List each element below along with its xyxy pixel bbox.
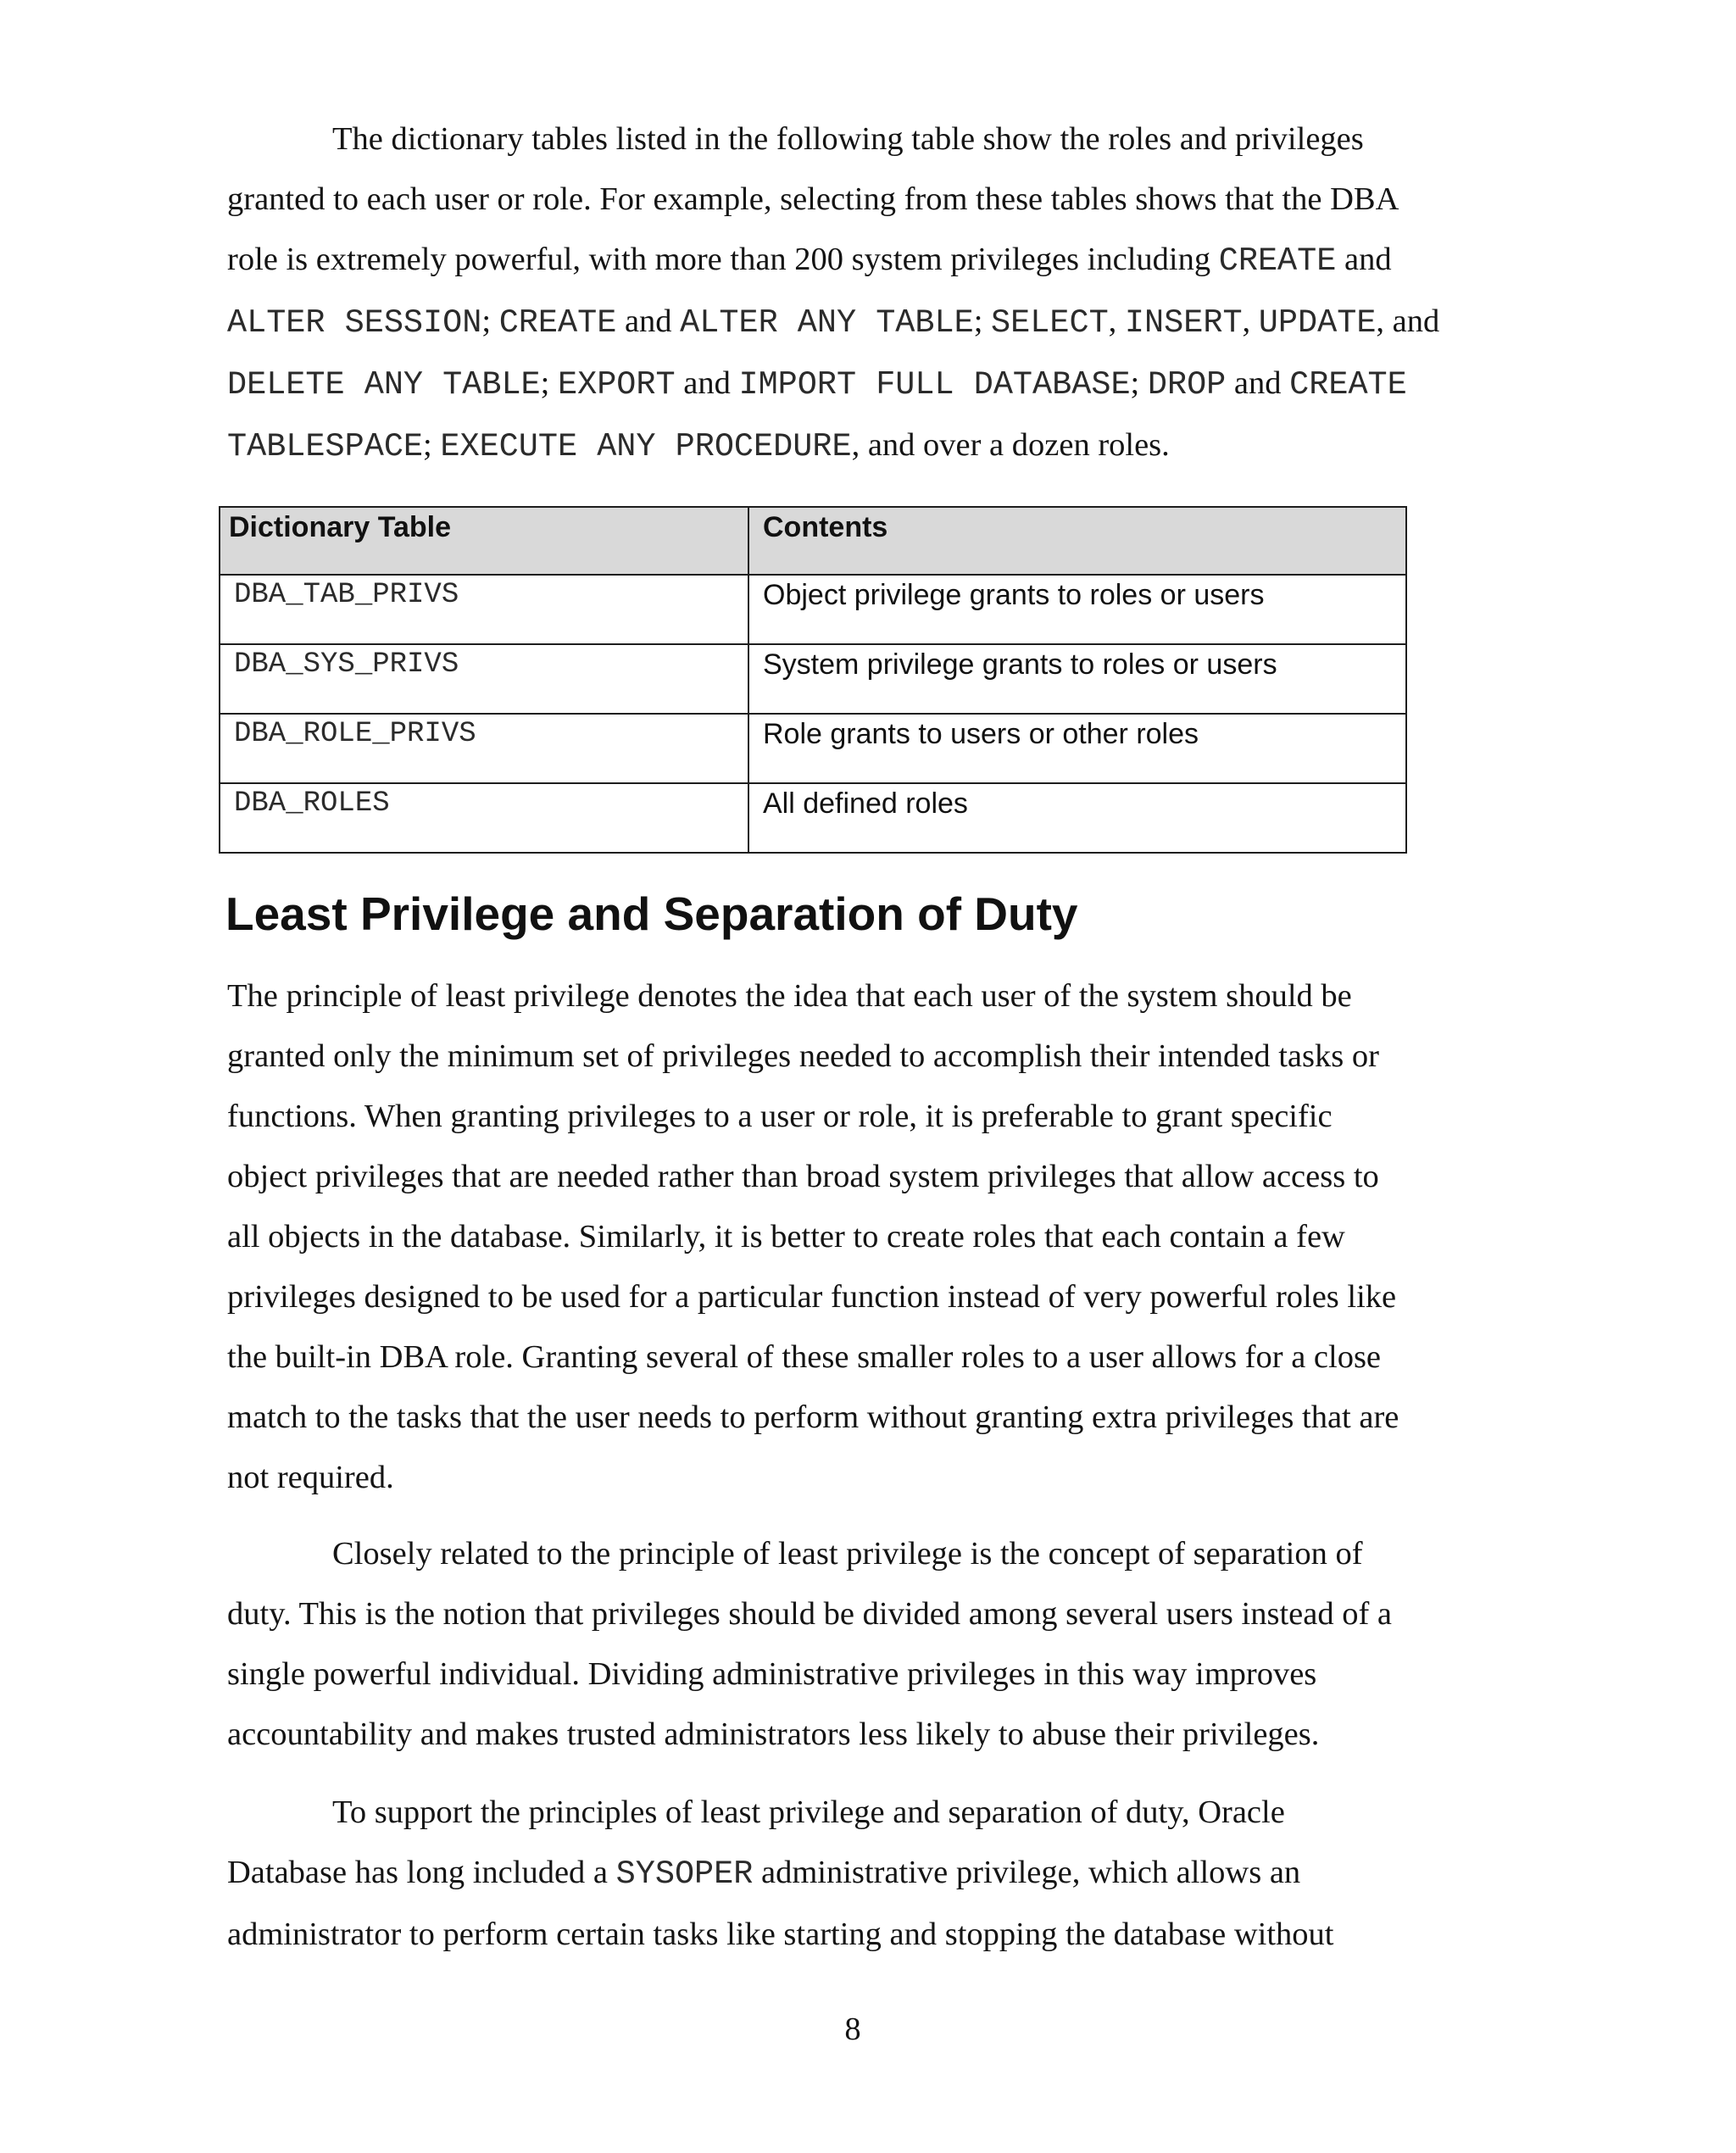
table-row	[220, 714, 1406, 783]
text-run: To support the principles of least privilege and separation of duty, Oracle	[332, 1794, 1285, 1830]
text-run: The principle of least privilege denotes the idea that each user of the system should be	[227, 978, 1352, 1014]
text-run: object privileges that are needed rather than broad system privileges that allow access to	[227, 1159, 1379, 1194]
text-line	[227, 353, 1516, 415]
text-line	[227, 1087, 1516, 1147]
column-header-contents: Contents	[748, 507, 1406, 575]
dictionary-table	[219, 506, 1407, 854]
code-term: IMPORT FULL DATABASE	[738, 366, 1131, 403]
text-line	[227, 1783, 1516, 1843]
text-line	[227, 1026, 1516, 1087]
least-privilege-paragraph	[227, 966, 1516, 1508]
column-header-dictionary-table: Dictionary Table	[220, 507, 748, 575]
text-run: ;	[973, 303, 992, 339]
text-run: and	[616, 303, 681, 339]
text-line	[227, 1905, 1516, 1965]
dictionary-table-name-cell: DBA_TAB_PRIVS	[220, 575, 748, 644]
code-term: ALTER ANY TABLE	[680, 304, 974, 342]
text-line	[227, 966, 1516, 1026]
text-run: the built-in DBA role. Granting several of these smaller roles to a user allows for a close	[227, 1339, 1382, 1375]
text-run: and	[675, 365, 739, 401]
text-run: ;	[481, 303, 499, 339]
contents-cell: System privilege grants to roles or users	[748, 644, 1406, 714]
text-line	[227, 1448, 1516, 1508]
text-run: privileges designed to be used for a particular function instead of very powerful roles like	[227, 1279, 1397, 1315]
dictionary-table-name-cell: DBA_ROLE_PRIVS	[220, 714, 748, 783]
dictionary-table-name-cell: DBA_ROLES	[220, 783, 748, 853]
text-line	[227, 1843, 1516, 1905]
text-run: ;	[1130, 365, 1148, 401]
table-header-row	[220, 507, 1406, 575]
table-row	[220, 575, 1406, 644]
text-line	[227, 1644, 1516, 1705]
text-run: granted to each user or role. For example, selecting from these tables shows that the DBA	[227, 181, 1399, 217]
text-run: role is extremely powerful, with more than 200 system privileges including	[227, 242, 1219, 277]
code-term: DELETE ANY TABLE	[227, 366, 541, 403]
text-line	[227, 1207, 1516, 1267]
text-run: and	[1226, 365, 1290, 401]
code-term: EXPORT	[558, 366, 676, 403]
contents-cell: Role grants to users or other roles	[748, 714, 1406, 783]
text-run: granted only the minimum set of privileges needed to accomplish their intended tasks or	[227, 1038, 1379, 1074]
dictionary-table-name-cell: DBA_SYS_PRIVS	[220, 644, 748, 714]
text-line	[227, 1327, 1516, 1388]
table-row	[220, 644, 1406, 714]
section-heading: Least Privilege and Separation of Duty	[225, 887, 1078, 940]
text-line	[227, 1267, 1516, 1327]
text-line	[227, 230, 1516, 292]
text-run: functions. When granting privileges to a user or role, it is preferable to grant specific	[227, 1099, 1333, 1134]
contents-cell: Object privilege grants to roles or users	[748, 575, 1406, 644]
text-run: single powerful individual. Dividing administrative privileges in this way improves	[227, 1656, 1317, 1692]
page-number: 8	[844, 2011, 861, 2047]
text-line	[227, 1147, 1516, 1207]
separation-of-duty-paragraph	[227, 1524, 1516, 1765]
code-term: UPDATE	[1258, 304, 1377, 342]
text-line	[227, 415, 1516, 477]
text-run: ;	[540, 365, 558, 401]
code-term: EXECUTE ANY PROCEDURE	[440, 428, 852, 465]
text-run: administrator to perform certain tasks like starting and stopping the database without	[227, 1917, 1334, 1952]
code-term: DROP	[1147, 366, 1227, 403]
text-run: duty. This is the notion that privileges should be divided among several users instead of a	[227, 1596, 1392, 1632]
text-run: all objects in the database. Similarly, it is better to create roles that each contain a few	[227, 1219, 1345, 1255]
code-term: CREATE	[498, 304, 617, 342]
code-term: CREATE	[1218, 242, 1337, 280]
code-term: SELECT	[991, 304, 1109, 342]
text-run: not required.	[227, 1460, 394, 1495]
text-line	[227, 109, 1516, 170]
text-run: accountability and makes trusted administrators less likely to abuse their privileges.	[227, 1716, 1320, 1752]
code-term: INSERT	[1124, 304, 1243, 342]
code-term: TABLESPACE	[227, 428, 424, 465]
contents-cell: All defined roles	[748, 783, 1406, 853]
text-run: administrative privilege, which allows an	[753, 1855, 1301, 1890]
text-run: The dictionary tables listed in the following table show the roles and privileges	[332, 121, 1364, 157]
text-run: , and	[1376, 303, 1440, 339]
text-run: Database has long included a	[227, 1855, 616, 1890]
text-line	[227, 1524, 1516, 1584]
text-run: ,	[1108, 303, 1125, 339]
sysoper-paragraph	[227, 1783, 1516, 1965]
text-line	[227, 1705, 1516, 1765]
text-line	[227, 292, 1516, 353]
code-term: SYSOPER	[615, 1855, 754, 1893]
code-term: CREATE	[1289, 366, 1407, 403]
text-line	[227, 1388, 1516, 1448]
intro-paragraph	[227, 109, 1516, 477]
table-row	[220, 783, 1406, 853]
code-term: ALTER SESSION	[227, 304, 482, 342]
text-line	[227, 170, 1516, 230]
text-run: and	[1336, 242, 1392, 277]
text-run: match to the tasks that the user needs to perform without granting extra privileges that are	[227, 1399, 1399, 1435]
text-run: Closely related to the principle of least privilege is the concept of separation of	[332, 1536, 1363, 1572]
text-run: ;	[423, 427, 441, 463]
text-run: ,	[1242, 303, 1259, 339]
text-run: , and over a dozen roles.	[851, 427, 1170, 463]
text-line	[227, 1584, 1516, 1644]
